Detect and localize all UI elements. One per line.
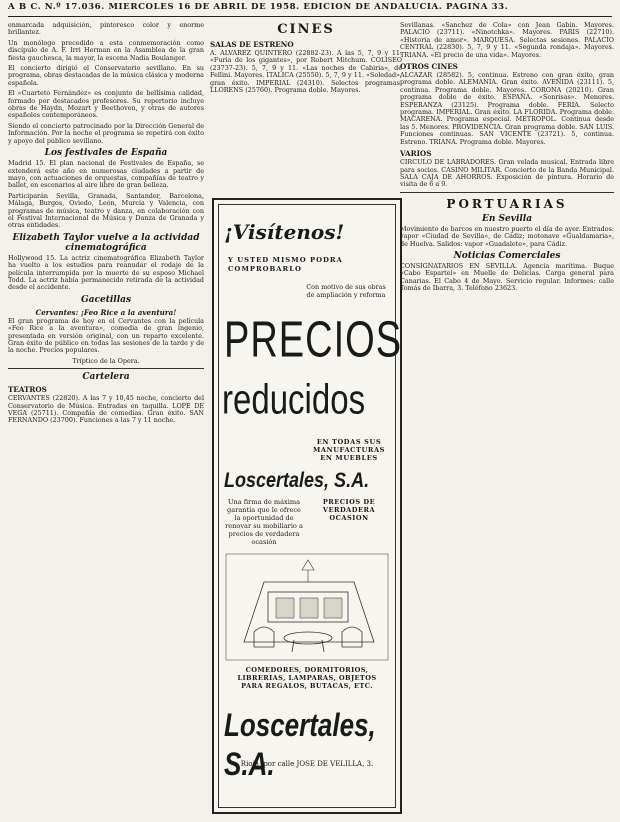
- ad-subline: [228, 256, 378, 274]
- ad-reducidos: reducidos: [222, 376, 366, 423]
- paragraph: Hollywood 15. La actriz cinematográfica Elizabeth Taylor ha vuelto a los estudios para reanudar el rodaje de la película interrumpida por la muerte de su esposo Michael Todd. La actriz había permanecido retirada de la actividad desde el accidente.: [8, 253, 204, 292]
- paragraph: El gran programa de hoy en el Cervantes con la película «Feo Rice a la aventura», comedia de gran ingenio, presentada en versión original, con un reparto excelente. Gran éxito de público en todas las sesiones de la tarde y de la noche. Precios populares.: [8, 316, 204, 355]
- headline-cartelera: Cartelera: [82, 372, 130, 383]
- ad-mobiliario: PRECIOS DE VERDADERA OCASION: [322, 498, 376, 522]
- furniture-illustration: [224, 552, 390, 662]
- paragraph: enmarcada adquisición, pintoresco color y enorme brillantez.: [8, 22, 204, 37]
- varios-head: VARIOS: [400, 149, 432, 159]
- salas-head: SALAS DE ESTRENO: [210, 40, 294, 49]
- ad-subline-1: Y USTED MISMO PODRA: [228, 256, 343, 264]
- portuarias-title: PORTUARIAS: [446, 196, 568, 211]
- paragraph: Sevillanas. «Sanchez de Cola» con Jean Gabin. Mayores. PALACIO (23711). «Ninotchka». Mayores. PARIS (22710). «Historia de amor». MARQUESA. Selectas sesiones. PALACIO CENTRAL (22830). 5, 7, 9 y 11. «Segunda rondaja». Mayores. TRIANA. «El precio de una vida». Mayores.: [400, 22, 614, 59]
- page-header: A B C. N.º 17.036. MIERCOLES 16 DE ABRIL DE 1958. EDICION DE ANDALUCIA. PAGINA 33.: [8, 2, 612, 17]
- ad-products: COMEDORES, DORMITORIOS, LIBRERIAS, LAMPARAS, OBJETOS PARA REGALOS, BUTACAS, ETC.: [237, 666, 377, 690]
- headline-elizabeth: Elizabeth Taylor vuelve a la actividad cinematográfica: [12, 232, 200, 253]
- ad-brand: Loscertales, S.A.: [224, 468, 370, 492]
- paragraph: Madrid 15. El plan nacional de Festivales de España, se extenderá este año en numerosas ciudades a partir de mayo, con actuaciones de orquestas, compañías de teatro y ballet, en escenarios al aire libre de gran belleza.: [8, 159, 204, 190]
- paragraph: El «Cuarteto Fernández» es conjunto de bellísima calidad, formado por destacados profesores. Su repertorio incluye obras de Haydn, Mozart y Beethoven, y otras de autores españoles contemporáneos.: [8, 89, 204, 120]
- en-sevilla-head: En Sevilla: [481, 213, 533, 224]
- gacetillas-footer: Tríptico de la Opera.: [72, 356, 140, 365]
- teatros-head: TEATROS: [8, 385, 47, 395]
- headline-festivales: Los festivales de España: [44, 148, 168, 159]
- ad-precios: PRECIOS: [224, 312, 403, 369]
- ad-todas: EN TODAS SUS MANUFACTURAS EN MUEBLES: [312, 438, 386, 462]
- gacetillas-subhead: Cervantes: ¡Feo Rice a la aventura!: [35, 307, 177, 317]
- paragraph: A. ALVAREZ QUINTERO (22882-23). A las 5, 7, 9 y 11. «Furia de los gigantes», por Robert Mitchum. COLISEO (23737-23). 5, 7, 9 y 11. «Las noches de Cabiria», de Fellini. Mayores. ITALICA (25550). 5, 7, 9 y 11. «Soledad», gran éxito. IMPERIAL (24310). Selectos programas. LLORENS (25760). Programa doble. Mayores.: [210, 49, 402, 95]
- paragraph: CONSIGNATARIOS EN SEVILLA. Agencia marítima. Buque «Cabo Espartel» en Muelle de Delicias. Carga general para Canarias. El Cabo 4 de Mayo. Servicio regular. Informes: calle Tomás de Ibarra, 3. Teléfono 23623.: [400, 261, 614, 293]
- divider: [400, 192, 614, 193]
- ad-subline-2: COMPROBARLO: [228, 265, 302, 273]
- loscertales-advertisement: [212, 198, 402, 814]
- paragraph: Siendo el concierto patrocinado por la Dirección General de Información. Por la noche el programa se repetirá con éxito y apoyo del público sevillano.: [8, 121, 204, 145]
- paragraph: Un monólogo precedido a esta conmemoración como discípulo de A. F. Irri Herman en la Asamblea de la gran fiesta gauchesca, la mayor, la escena Nadia Boulanger.: [8, 38, 204, 62]
- paragraph: CERVANTES (22820). A las 7 y 10,45 noche, concierto del Conservatorio de Música. Entradas en taquilla. LOPE DE VEGA (25711). Compañía de comedias. Gran éxito. SAN FERNANDO (23700). Funciones a las 7 y 11 noche.: [8, 394, 204, 425]
- ad-brand-footer: Loscertales, S.A.: [224, 706, 376, 783]
- ad-address: Rioja, por calle JOSE DE VELILLA, 3.: [240, 760, 374, 768]
- ad-visit-headline: ¡Visítenos!: [224, 220, 345, 244]
- ad-firma: Una firma de máxima garantía que le ofrece la oportunidad de renovar su mobiliario a precios de verdadera ocasión: [225, 498, 303, 546]
- column-left: [8, 22, 204, 822]
- column-right: [400, 22, 614, 822]
- otros-cines-head: OTROS CINES: [400, 62, 458, 72]
- paragraph: CIRCULO DE LABRADORES. Gran velada musical. Entrada libre para socios. CASINO MILITAR. Concierto de la Banda Municipal. SALA CAJA DE AHORROS. Exposición de pintura. Horario de visita de 6 a 9.: [400, 158, 614, 189]
- ad-note: Con motivo de sus obras de ampliación y reforma: [306, 283, 386, 299]
- paragraph: ALCAZAR (28582). 5, continua. Estreno con gran éxito, gran programa doble. ALEMANIA. Gran éxito. AVENIDA (23111). 5, continua. Programa doble. Mayores. CORONA (20210). Gran programa doble de éxito. ESPAÑA. «Sonrisas». Menores. ESPERANZA (23125). Programa doble. FERIA. Selecto programa. IMPERIAL. Gran éxito. LA FLORIDA. Programa doble. MACARENA. Programa especial. METROPOL. Continua desde las 5. Menores. PROVIDENCIA. Gran programa doble. SAN LUIS. Funciones continuas. SAN VICENTE (23721). 5, continua. Estreno. TRIANA. Programa doble. Mayores.: [400, 71, 614, 146]
- paragraph: Movimiento de barcos en nuestro puerto el día de ayer. Entrados: vapor «Ciudad de Sevilla», de Cádiz; motonave «Gualdamaria», de Huelva. Salidos: vapor «Guadalete», para Cádiz.: [400, 224, 614, 248]
- cines-title: CINES: [277, 22, 335, 37]
- headline-gacetillas: Gacetillas: [80, 294, 132, 305]
- noticias-comerciales-head: Noticias Comerciales: [453, 250, 561, 261]
- divider: [8, 368, 204, 369]
- paragraph: Participarán Sevilla, Granada, Santander, Barcelona, Málaga, Burgos, Oviedo, León, Murcia y Valencia, con programas de música, teatro y danza, en colaboración con el Festival Internacional de Música y Danza de Granada y otras entidades.: [8, 191, 204, 230]
- paragraph: El concierto dirigió el Conservatorio sevillano. En su programa, obras destacadas de la música clásica y moderna española.: [8, 64, 204, 87]
